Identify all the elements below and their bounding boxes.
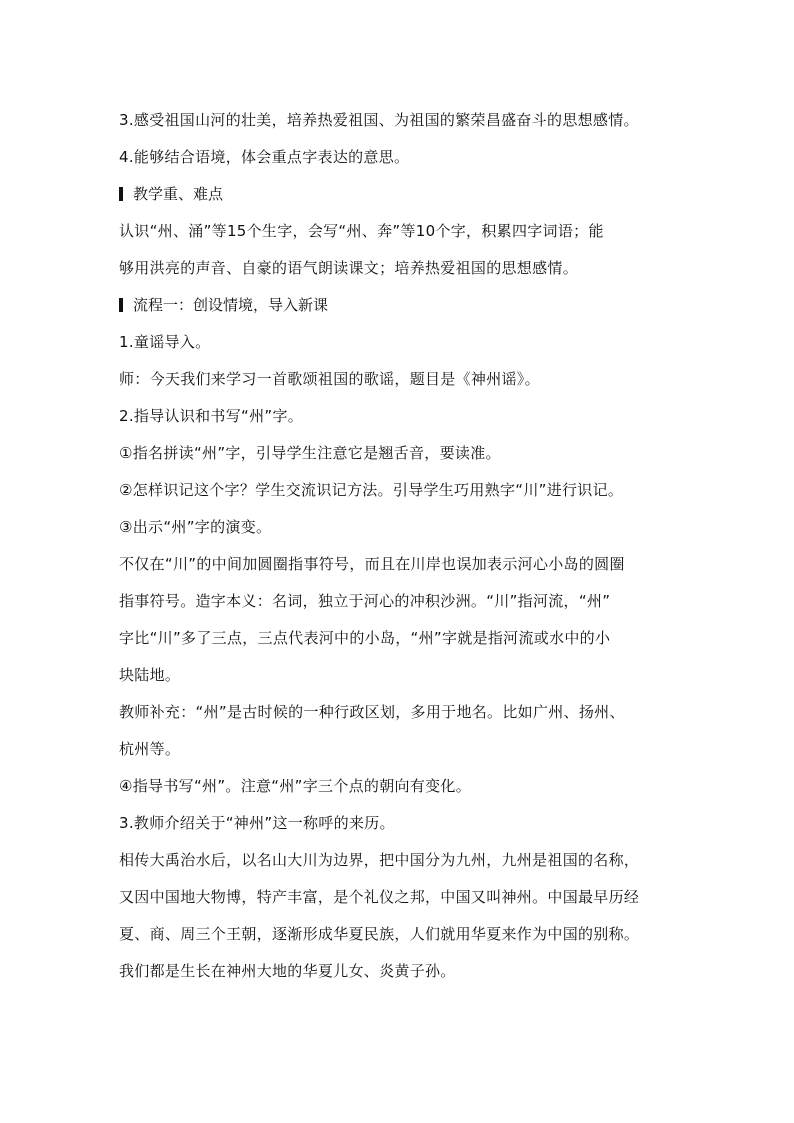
objective-4: 4.能够结合语境，体会重点字表达的意思。 [119, 148, 410, 166]
paragraph-line: 3.教师介绍关于“神州”这一称呼的来历。 [119, 814, 395, 832]
paragraph-line: 夏、商、周三个王朝，逐渐形成华夏民族，人们就用华夏来作为中国的别称。 [119, 925, 640, 943]
heading-text: 教学重、难点 [133, 185, 224, 203]
paragraph-line: 块陆地。 [119, 666, 181, 684]
heading-marker-bar [119, 298, 123, 312]
paragraph-line: 字比“川”多了三点，三点代表河中的小岛，“州”字就是指河流或水中的小 [119, 629, 611, 647]
paragraph-line: 指事符号。造字本义：名词，独立于河心的冲积沙洲。“川”指河流，“州” [119, 592, 611, 610]
objective-3: 3.感受祖国山河的壮美，培养热爱祖国、为祖国的繁荣昌盛奋斗的思想感情。 [119, 111, 639, 129]
section-heading-key-points [119, 184, 223, 204]
paragraph-line: ④指导书写“州”。注意“州”字三个点的朝向有变化。 [119, 777, 472, 795]
paragraph-line: 够用洪亮的声音、自豪的语气朗读课文；培养热爱祖国的思想感情。 [119, 259, 579, 277]
paragraph-line: ②怎样识记这个字？学生交流识记方法。引导学生巧用熟字“川”进行识记。 [119, 481, 624, 499]
paragraph-line: ①指名拼读“州”字，引导学生注意它是翘舌音，要读准。 [119, 444, 501, 462]
paragraph-line: 师：今天我们来学习一首歌颂祖国的歌谣，题目是《神州谣》。 [119, 370, 540, 388]
paragraph-line: 教师补充：“州”是古时候的一种行政区划，多用于地名。比如广州、扬州、 [119, 703, 625, 721]
paragraph-line: 1.童谣导入。 [119, 333, 211, 351]
paragraph-line: 杭州等。 [119, 740, 181, 758]
heading-marker-bar [119, 187, 123, 201]
section-heading-process-1 [119, 295, 328, 315]
paragraph-line: 又因中国地大物博，特产丰富，是个礼仪之邦，中国又叫神州。中国最早历经 [119, 888, 640, 906]
paragraph-line: ③出示“州”字的演变。 [119, 518, 272, 536]
heading-text: 流程一：创设情境，导入新课 [133, 296, 329, 314]
paragraph-line: 不仅在“川”的中间加圆圈指事符号，而且在川岸也误加表示河心小岛的圆圈 [119, 555, 625, 573]
paragraph-line: 相传大禹治水后，以名山大川为边界，把中国分为九州，九州是祖国的名称， [119, 851, 640, 869]
paragraph-line: 2.指导认识和书写“州”字。 [119, 407, 304, 425]
paragraph-line: 认识“州、涌”等15个生字，会写“州、奔”等10个字，积累四字词语；能 [119, 222, 604, 240]
paragraph-line: 我们都是生长在神州大地的华夏儿女、炎黄子孙。 [119, 962, 456, 980]
